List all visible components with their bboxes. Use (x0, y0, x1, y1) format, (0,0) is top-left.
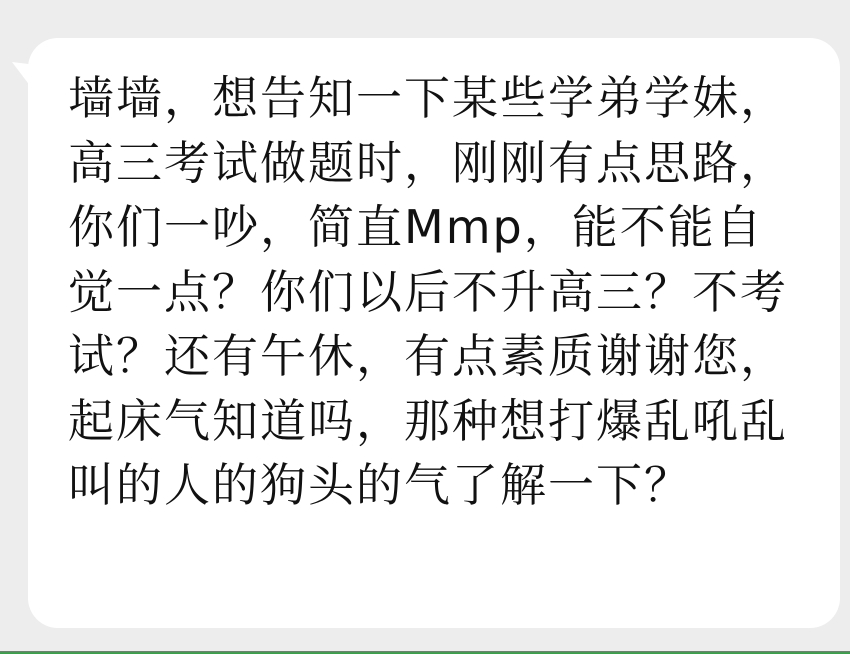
message-text: 墙墙，想告知一下某些学弟学妹，高三考试做题时，刚刚有点思路，你们一吵，简直Mmp，能不能自觉一点？你们以后不升高三？不考试？还有午休，有点素质谢谢您，起床气知道吗，那种想打爆乱吼乱叫的人的狗头的气了解一下？ (68, 71, 788, 512)
message-bubble[interactable] (28, 38, 840, 628)
